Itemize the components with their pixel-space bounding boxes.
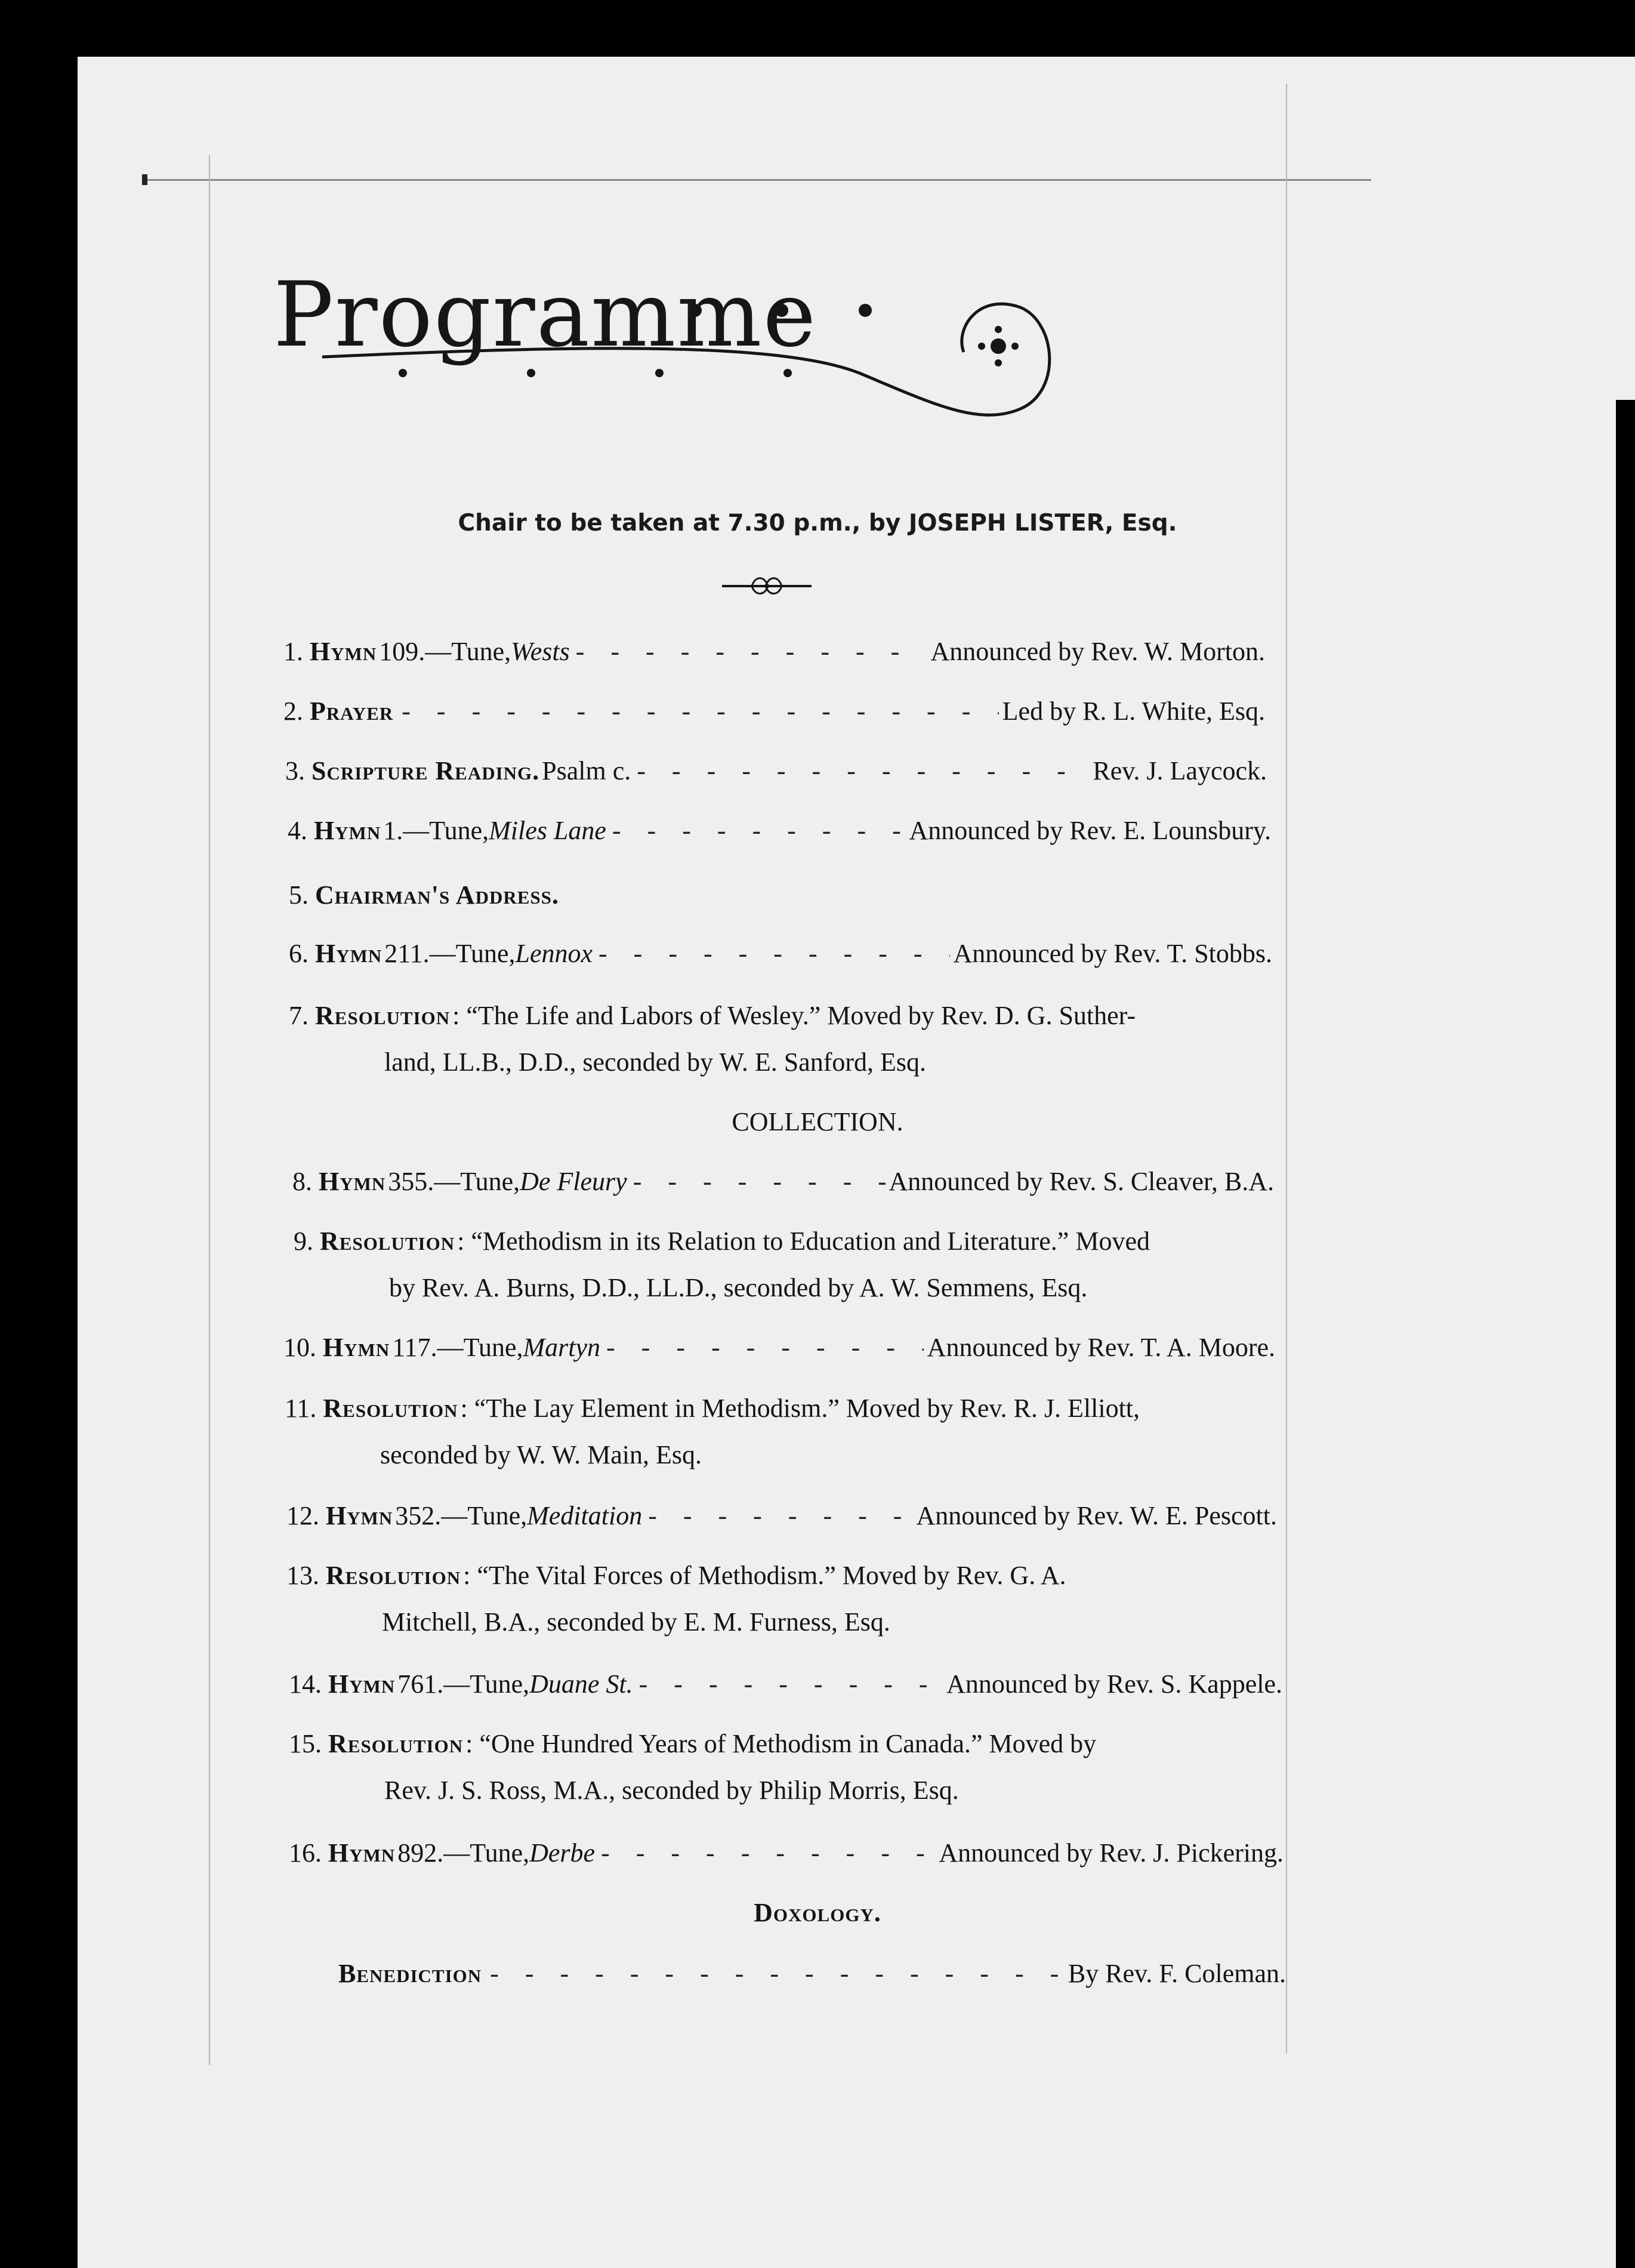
programme-item: 3. Scripture Reading. Psalm c. - Rev. J. Laycock. (285, 753, 1267, 789)
top-rule (142, 179, 1371, 181)
rule-mark (142, 174, 147, 185)
programme-item: 4. Hymn 1.—Tune, Miles Lane - Announced by Rev. E. Lounsbury. (288, 813, 1271, 849)
programme-item: 7. Resolution : “The Life and Labors of Wesley.” Moved by Rev. D. G. Suther- land, LL.B., D.D., seconded by W. E. Sanford, Esq. (289, 1001, 1136, 1077)
programme-item: 8. Hymn 355.—Tune, De Fleury - Announced by Rev. S. Cleaver, B.A. (292, 1164, 1274, 1200)
collection-heading: COLLECTION. (732, 1107, 903, 1136)
scan-edge (1616, 400, 1635, 2268)
right-margin-rule (1286, 84, 1287, 2053)
programme-item: 16. Hymn 892.—Tune, Derbe - Announced by Rev. J. Pickering. (289, 1835, 1284, 1871)
programme-item: 10. Hymn 117.—Tune, Martyn - Announced by Rev. T. A. Moore. (283, 1330, 1275, 1366)
chair-note: Chair to be taken at 7.30 p.m., by JOSEPH LISTER, Esq. (458, 510, 1177, 537)
programme-item: 11. Resolution : “The Lay Element in Methodism.” Moved by Rev. R. J. Elliott, seconded by W. W. Main, Esq. (285, 1394, 1140, 1469)
doxology-heading: Doxology. (754, 1898, 881, 1927)
programme-item: 12. Hymn 352.—Tune, Meditation - Announced by Rev. W. E. Pescott. (286, 1498, 1277, 1534)
programme-item: 1. Hymn 109.—Tune, Wests - Announced by Rev. W. Morton. (283, 634, 1265, 670)
page-title: Programme (273, 263, 818, 367)
programme-item: 14. Hymn 761.—Tune, Duane St. - Announced by Rev. S. Kappele. (289, 1666, 1282, 1702)
programme-item: 15. Resolution : “One Hundred Years of Methodism in Canada.” Moved by Rev. J. S. Ross, M.A., seconded by Philip Morris, Esq. (289, 1729, 1097, 1805)
programme-item: 13. Resolution : “The Vital Forces of Methodism.” Moved by Rev. G. A. Mitchell, B.A., seconded by E. M. Furness, Esq. (286, 1561, 1066, 1637)
ornament-divider (719, 573, 815, 600)
programme-item: 6. Hymn 211.—Tune, Lennox - Announced by Rev. T. Stobbs. (289, 936, 1272, 972)
programme-item: 2. Prayer - Led by R. L. White, Esq. (283, 694, 1265, 729)
programme-item: 5. Chairman's Address. (289, 880, 559, 910)
programme-item: 9. Resolution : “Methodism in its Relation to Education and Literature.” Moved by Rev. A. Burns, D.D., LL.D., seconded by A. W. Semmens, Esq. (294, 1227, 1150, 1302)
benediction-line: Benediction - By Rev. F. Coleman. (338, 1956, 1286, 1992)
